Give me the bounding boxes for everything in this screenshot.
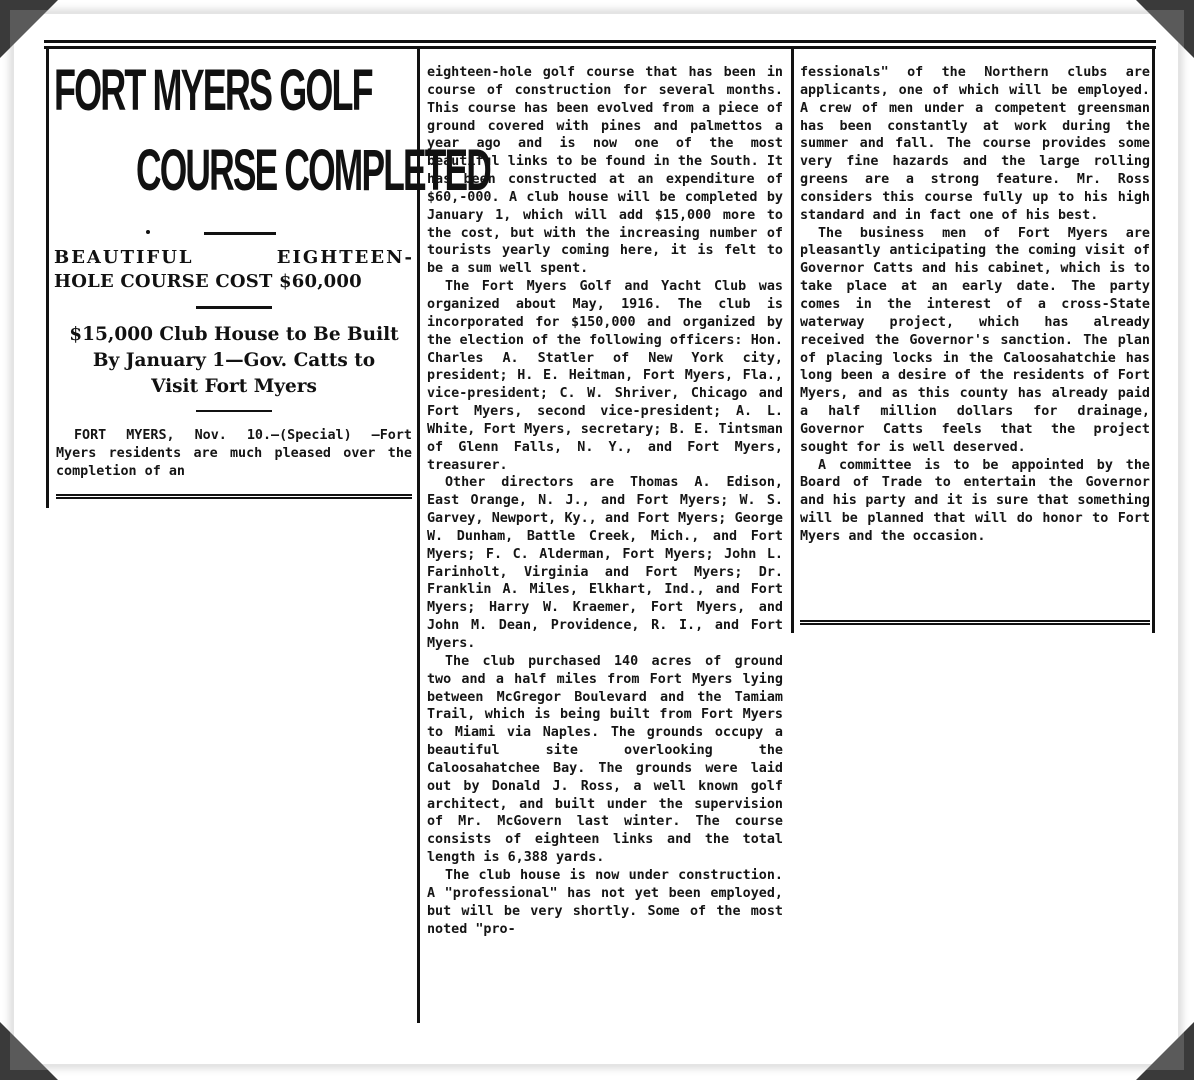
photo-corner-top-right	[1136, 0, 1194, 58]
paragraph: The business men of Fort Myers are pleasantly anticipating the coming visit of Governor Catts and his cabinet, which is to take place at an early date. The party comes in the interest of a cross-State waterway project, which has already received the Governor's sanction. The plan of placing locks in the Caloosahatchie has long been a desire of the residents of Fort Myers, and as this county has already paid a half million dollars for drainage, Governor Catts feels that the project sought for is well deserved.	[800, 225, 1150, 455]
divider-dash	[196, 410, 272, 412]
ornament-dot	[146, 230, 150, 234]
headline-line-1: FORT MYERS GOLF	[54, 58, 372, 123]
lead-paragraph: FORT MYERS, Nov. 10.—(Special) —Fort Myers residents are much pleased over the completion of an	[56, 428, 412, 479]
paragraph: eighteen-hole golf course that has been in course of construction for several months. This course has been evolved from a piece of ground covered with pines and palmettos a year ago and is now one of the most beautiful links to be found in the South. It has been constructed at an expenditure of $60,-000. A club house will be completed by January 1, which will add $15,000 more to the cost, but with the increasing number of tourists yearly coming here, it is felt to be a sum well spent.	[427, 65, 783, 277]
paragraph: fessionals" of the Northern clubs are applicants, one of which will be employed. A crew of men under a competent greensman has been constantly at work during the summer and fall. The course provides some very fine hazards and the large rolling greens are a strong feature. Mr. Ross considers this course fully up to his high standard and in fact one of his best.	[800, 65, 1150, 223]
headline-line-2: COURSE COMPLETED	[136, 138, 491, 203]
article-column-3	[800, 64, 1150, 546]
top-double-rule	[44, 40, 1156, 49]
paragraph: Other directors are Thomas A. Edison, East Orange, N. J., and Fort Myers; W. S. Garvey, Newport, Ky., and Fort Myers; George W. Dunham, Battle Creek, Mich., and Fort Myers; F. C. Alderman, Fort Myers; John L. Farinholt, Virginia and Fort Myers; Dr. Franklin A. Miles, Elkhart, Ind., and Fort Myers; Harry W. Kraemer, Fort Myers, and John M. Dean, Providence, R. I., and Fort Myers.	[427, 475, 783, 651]
paragraph: The Fort Myers Golf and Yacht Club was organized about May, 1916. The club is incorporated for $150,000 and organized by the election of the following officers: Hon. Charles A. Statler of New York city, president; H. E. Heitman, Fort Myers, Fla., vice-president; C. W. Shriver, Chicago and Fort Myers, second vice-president; A. L. White, Fort Myers, secretary; B. E. Tintsman of Glenn Falls, N. Y., and Fort Myers, treasurer.	[427, 279, 783, 473]
subheadline	[54, 246, 414, 294]
headline	[50, 58, 491, 208]
deck-line-3: Visit Fort Myers	[151, 376, 317, 397]
photo-corner-bottom-right	[1136, 1022, 1194, 1080]
paragraph: A committee is to be appointed by the Board of Trade to entertain the Governor and his party and it is sure that something will be planned that will do honor to Fort Myers and the occasion.	[800, 457, 1150, 544]
subhead-word-1: BEAUTIFUL	[54, 247, 194, 268]
column-rule-right	[1152, 48, 1155, 633]
column-end-rule	[800, 620, 1150, 625]
column-rule-left	[46, 48, 49, 508]
subhead-word-2: EIGHTEEN-	[276, 247, 414, 268]
photo-corner-top-left	[0, 0, 58, 58]
column-rule-2	[791, 48, 794, 633]
divider-dash	[196, 306, 272, 309]
deck	[54, 322, 414, 400]
deck-line-1: $15,000 Club House to Be Built	[69, 324, 399, 345]
photo-corner-bottom-left	[0, 1022, 58, 1080]
article-column-2	[427, 64, 783, 938]
deck-line-2: By January 1—Gov. Catts to	[92, 350, 376, 371]
divider-dash	[204, 232, 276, 235]
paragraph: The club house is now under construction. A "professional" has not yet been employed, but will be very shortly. Some of the most noted "pro-	[427, 867, 783, 937]
paragraph: The club purchased 140 acres of ground two and a half miles from Fort Myers lying between McGregor Boulevard and the Tamiam Trail, which is being built from Fort Myers to Miami via Naples. The grounds occupy a beautiful site overlooking the Caloosahatchee Bay. The grounds were laid out by Donald J. Ross, a well known golf architect, and built under the supervision of Mr. McGovern last winter. The course consists of eighteen links and the total length is 6,388 yards.	[427, 653, 783, 866]
subhead-line-2: HOLE COURSE COST $60,000	[54, 271, 362, 292]
column-end-rule	[56, 494, 412, 499]
